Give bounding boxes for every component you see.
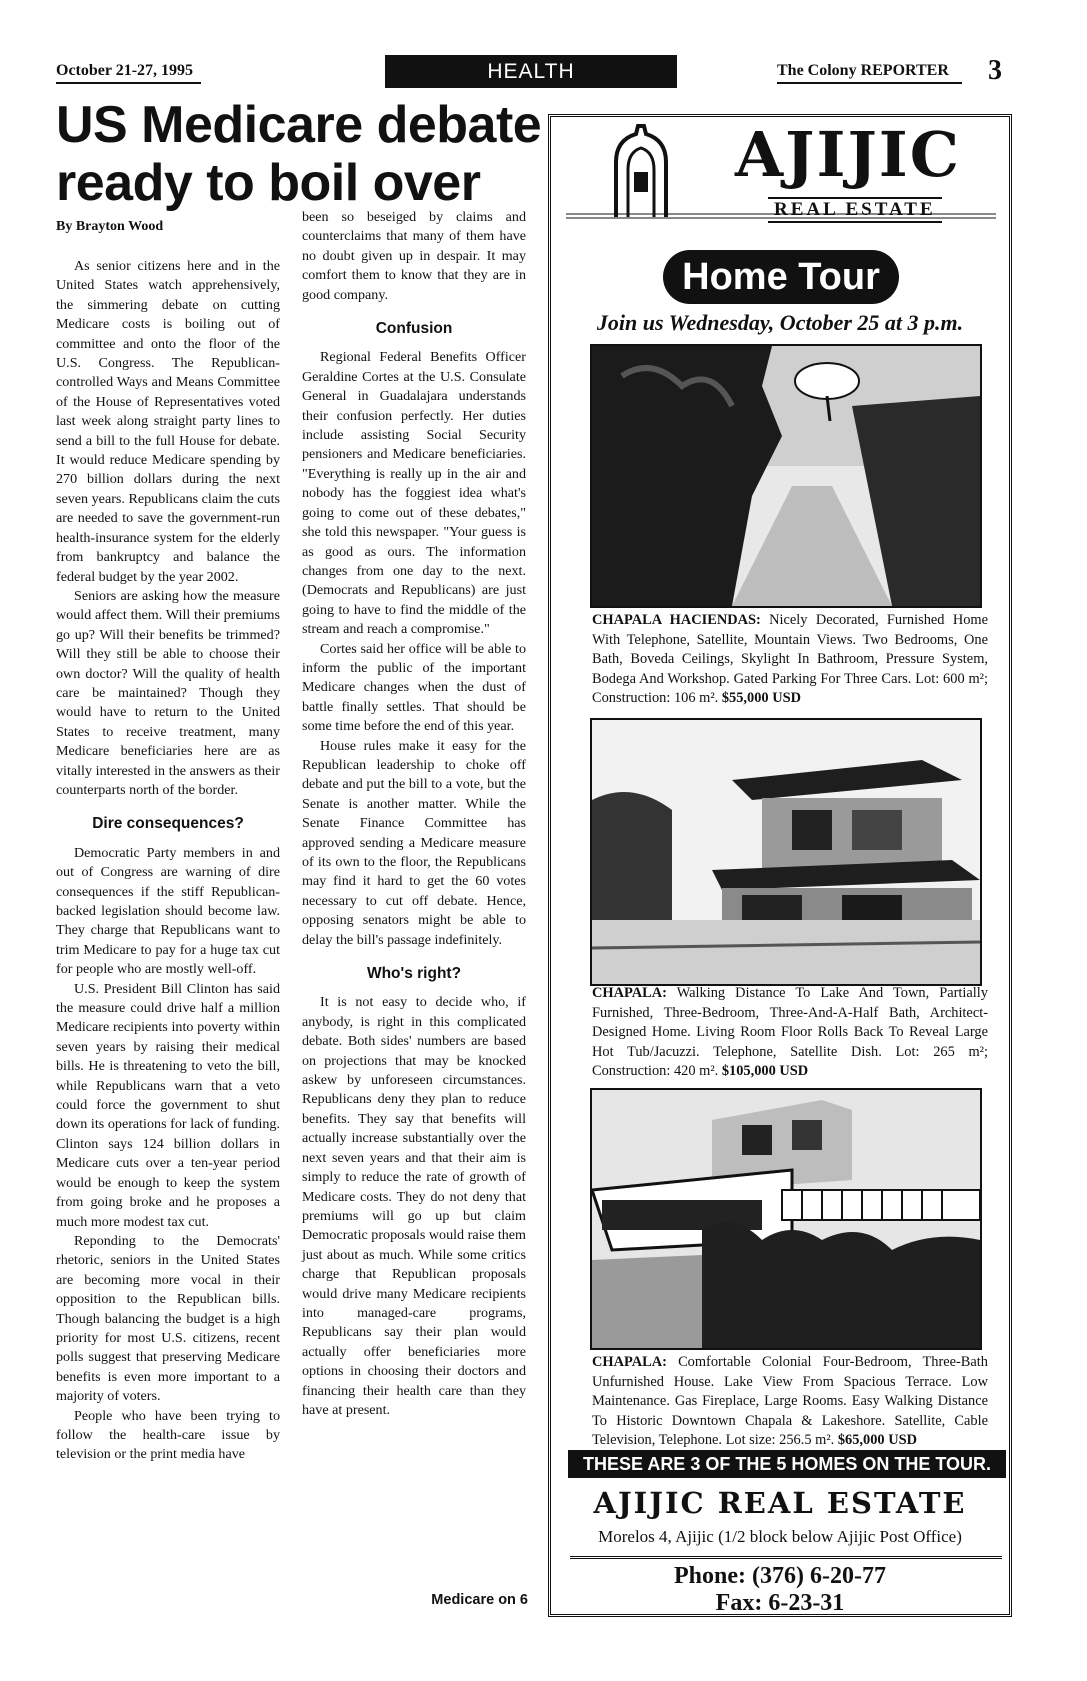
tour-invite: Join us Wednesday, October 25 at 3 p.m. [596,310,964,335]
home-tour-badge: Home Tour [663,250,899,304]
page-number: 3 [988,55,1002,86]
headline-line-2: ready to boil over [56,154,481,212]
listing-text: Nicely Decorated, Furnished Home With Telephone, Satellite, Mountain Views. Two Bedrooms, One Bath, Boveda Ceilings, Skylight In Bathroom, Pressure System, Bodega And Workshop. Gated Parking For Three Cars. Lot: 600 m²; Construction: 106 m². [592,612,988,706]
listing-caption-1 [592,611,988,709]
divider [570,1556,1002,1559]
listing-lead: CHAPALA HACIENDAS: [592,612,761,628]
byline: By Brayton Wood [56,219,164,234]
continuation-line: Medicare on 6 [431,1592,528,1608]
paragraph: House rules make it easy for the Republican leadership to choke off debate and put the bill to a vote, but the Senate is another matter. While the Senate Finance Committee has approved sending a Medicare measure of its own to the floor, the Republicans may find it hard to get the 60 votes necessary to cut off debate. Hence, opposing senators might be able to delay the bill's passage indefinitely. [302,737,526,948]
ad-brand-name: AJIJIC [735,118,962,191]
paragraph: It is not easy to decide who, if anybody, is right in this complicated debate. Both sides' numbers are based on projections that may be knocked askew by unforeseen circumstances. Republicans deny they plan to reduce benefits. They say that benefits will actually increase substantially over the next seven years and that their aim is simply to reduce the rate of growth of Medicare costs. They do not deny that premiums will go up but claim Democratic proposals would raise them just about as much. While some critics charge that Republican proposals would drive many Medicare recipients into managed-care programs, Republicans say their plan would actually offer beneficiaries more options in choosing their doctors and financing their health care than they have at present. [302,994,526,1418]
paragraph: Seniors are asking how the measure would affect them. Will their premiums go up? Will their benefits be trimmed? Will they still be able to choose their own doctor? Will the quality of health care be maintained? Though they would have to return to the United States to receive treatment, many Medicare beneficiaries here are as vitally interested in the answers as their counterparts north of the border. [56,587,280,798]
article-column-2 [302,208,526,1420]
listing-photo-2 [590,718,982,986]
section-banner: HEALTH [385,55,677,88]
subheading: Who's right? [366,965,462,983]
ad-phone: Phone: (376) 6-20-77 [674,1563,886,1589]
listing-photo-3 [590,1088,982,1350]
paragraph: People who have been trying to follow the health-care issue by television or the print media have [56,1407,280,1463]
listing-lead: CHAPALA: [592,985,667,1001]
headline-line-1: US Medicare debate [56,96,542,154]
listing-price: $55,000 USD [721,690,801,706]
paragraph: U.S. President Bill Clinton has said the measure could drive half a million Medicare recipients into poverty within seven years by raising their medical bills. He is threatening to veto the bill, while Republicans warn that a veto could force the government to shut down its operations for lack of funding. Clinton says 124 billion dollars in Medicare cuts over a ten-year period would be enough to keep the system from going broke and he proposes a much more modest tax cut. [56,980,280,1230]
listing-caption-3 [592,1353,988,1451]
ad-footer-name: AJIJIC REAL ESTATE [593,1486,967,1520]
ad-address: Morelos 4, Ajijic (1/2 block below Ajijic Post Office) [598,1527,962,1546]
listing-price: $105,000 USD [721,1063,809,1079]
paragraph: Cortes said her office will be able to inform the public of the important Medicare changes when the dust of battle finally settles. That should be some time before the end of this year. [302,640,526,735]
subheading: Confusion [375,320,453,338]
issue-date: October 21-27, 1995 [56,62,201,84]
paragraph: Regional Federal Benefits Officer Geraldine Cortes at the U.S. Consulate General in Guadalajara understands their confusion perfectly. Her duties include assisting Social Security pensioners and Medicare beneficiaries. "Everything is really up in the air and nobody has the foggiest idea what's going to come out of these debates," she told this newspaper. "Your guess is as good as ours. The information changes from one day to the next. (Democrats and Republicans) are just going to have to find the middle of the stream and reach a compromise." [302,349,526,638]
ad-fax: Fax: 6-23-31 [715,1590,845,1616]
paragraph: Democratic Party members in and out of Congress are warning of dire consequences if the stiff Republican-backed legislation should become law. They charge that Republicans want to trim Medicare to pay for a huge tax cut for people who are mostly well-off. [56,844,280,978]
paragraph: Reponding to the Democrats' rhetoric, seniors in the United States are becoming more vocal in their opposition to the Republican bills. Though balancing the budget is a high priority for most U.S. citizens, recent polls suggest that preserving Medicare benefits is even more important to a majority of voters. [56,1232,280,1405]
tour-banner: THESE ARE 3 OF THE 5 HOMES ON THE TOUR. [568,1450,1006,1478]
paragraph: As senior citizens here and in the United States watch apprehensively, the simmering debate on cutting Medicare costs is boiling out of committee and onto the floor of the U.S. Congress. The Republican-controlled Ways and Means Committee of the House of Representatives voted last week along straight party lines to send a bill to the full House for debate. It would reduce Medicare spending by 270 billion dollars during the next seven years. Republicans claim the cuts are needed to save the government-run health-insurance system for the elderly from bankruptcy and balance the federal budget by the year 2002. [56,258,280,585]
newspaper-name: The Colony REPORTER [777,62,962,84]
listing-text: Walking Distance To Lake And Town, Partially Furnished, Three-Bedroom, Three-And-A-Half Bath, Architect-Designed Home. Living Room Floor Rolls Back To Reveal Large Hot Tub/Jacuzzi. Telephone, Satellite Dish. Lot: 265 m²; Construction: 420 m². [592,985,988,1079]
listing-price: $65,000 USD [837,1432,917,1448]
subheading: Dire consequences? [92,815,244,833]
paragraph: been so beseiged by claims and counterclaims that many of them have no doubt given up in despair. It may comfort them to know that they are in good company. [302,209,526,303]
listing-text: Comfortable Colonial Four-Bedroom, Three-Bath Unfurnished House. Lake View From Spacious Terrace. Low Maintenance. Gas Fireplace, Large Rooms. Easy Walking Distance To Historic Downtown Chapala & Lakeshore. Satellite, Cable Television, Telephone. Lot size: 256.5 m². [592,1354,988,1448]
listing-caption-2 [592,984,988,1082]
listing-photo-1 [590,344,982,608]
article-column-1 [56,257,280,1465]
headline [56,96,546,212]
listing-lead: CHAPALA: [592,1354,667,1370]
ad-brand-subtitle: REAL ESTATE [768,197,942,223]
